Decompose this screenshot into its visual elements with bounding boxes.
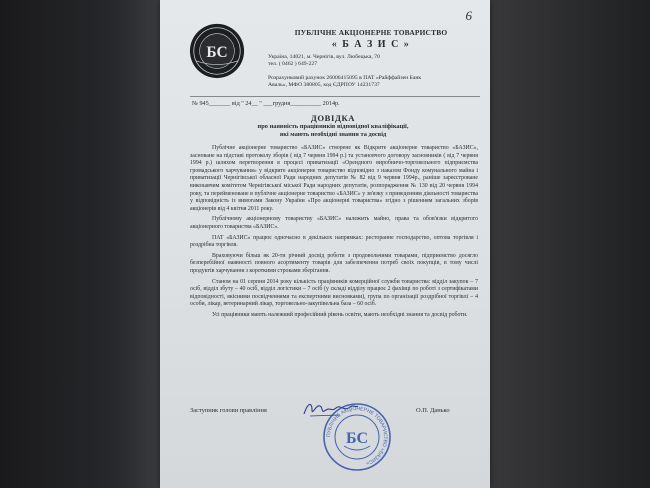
svg-text:БС: БС [345,430,369,447]
document-body [190,145,478,322]
header-divider [190,96,480,97]
reference-line: № 945_______ від " 24__ " ___грудня__________ 2014р. [192,100,340,107]
document-page [160,0,490,488]
company-header [260,28,482,89]
company-type: ПУБЛІЧНЕ АКЦІОНЕРНЕ ТОВАРИСТВО [294,28,448,37]
page-number: 6 [465,8,472,23]
bank-line-1: Розрахунковий рахунок 26006415095 в ПАТ «Райффайзен Банк [268,74,422,81]
title-sub-1: про наявність працівників відповідної кваліфікації, [257,123,409,130]
paragraph-5: Станом на 01 серпня 2014 року кількість працівників комерційної служби товариства: відділ закупок – 7 осіб, відділ збуту – 40 осіб, відділ логістики – 7 осіб (у складі відділу працює 2 фахівці по роботі з сертифікатами відповідності, якісними посвідченнями та експертними висновками), група по організації роздрібної торгівлі – 4 особи, лікар, ветеринарний лікар, торговельно-закупівельна база – 60 осіб. [190,278,478,308]
signatory-role: Заступник голови правління [190,407,267,414]
title-main: ДОВІДКА [310,113,356,123]
company-logo-icon [188,22,246,80]
bank-line-2: Аваль», МФО 380805, код ЄДРПОУ 14231737 [268,81,380,88]
company-name: « Б А З И С » [331,39,411,50]
paragraph-1: Публічне акціонерне товариство «БАЗИС» створене як Відкрите акціонерне товариство «БАЗИС», засноване на підставі протоколу зборів ( від 7 червня 1994 р.) та установчого договору засновників ( від 7 червня 1994 р.) шляхом перетворення в процесі приватизації «Орендного виробничо-торговельного підприємства громадського харчування» у відкрите акціонерне товариство відповідно з наказом Фонду комунального майна і приватизації Чернігівської обласної Ради народних депутатів № 82 від 9 червня 1994р., раніше зареєстроване виконавчим комітетом Чернігівської міської Ради народних депутатів, розпорядження № 130 від 20 червня 1994 року, та перейменоване в публічне акціонерне товариство «БАЗИС» у зв'язку з приведенням діяльності товариства у відповідність із вимогами Закону України «Про акціонерні товариства» згідно з рішенням загальних зборів акціонерів від 4 квітня 2011 року. [190,145,478,212]
paragraph-4: Враховуючи більш як 20-ти річний досвід роботи з продовольчими товарами, підприємство досягло безперебійної наявності повного асортименту товарів для забезпечення потреб своїх покупців, в тому числі продуктів харчування з короткими строками зберігання. [190,252,478,274]
address-line: Україна, 14021, м. Чернігів, вул. Любецька, 70 [268,54,380,60]
svg-text:БС: БС [206,43,228,61]
svg-text:ПУБЛІЧНЕ АКЦІОНЕРНЕ ТОВАРИСТВО: ПУБЛІЧНЕ АКЦІОНЕРНЕ ТОВАРИСТВО «БАЗИС» [325,405,389,467]
paragraph-3: ПАТ «БАЗИС» працює одночасно в декількох напрямках: ресторанне господарство, оптова торгівля і роздрібна торгівля. [190,234,478,249]
paragraph-6: Усі працівники мають належний професійний рівень освіти, мають необхідні знання та досвід роботи. [212,311,468,318]
company-address [260,54,482,69]
signatory-name: О.П. Данько [416,407,450,414]
desk-right [480,0,650,488]
bank-details [260,75,482,90]
paragraph-2: Публічному акціонерному товариству «БАЗИС» належить майно, права та обов'язки відкритого акціонерного товариства «БАЗИС». [190,216,478,230]
document-title [188,113,478,139]
title-sub-2: які мають необхідні знання та досвід [279,131,387,138]
phone-line: тел. ( 0462 ) 649-227 [268,61,318,68]
company-stamp [322,402,392,472]
desk-left [0,0,160,488]
